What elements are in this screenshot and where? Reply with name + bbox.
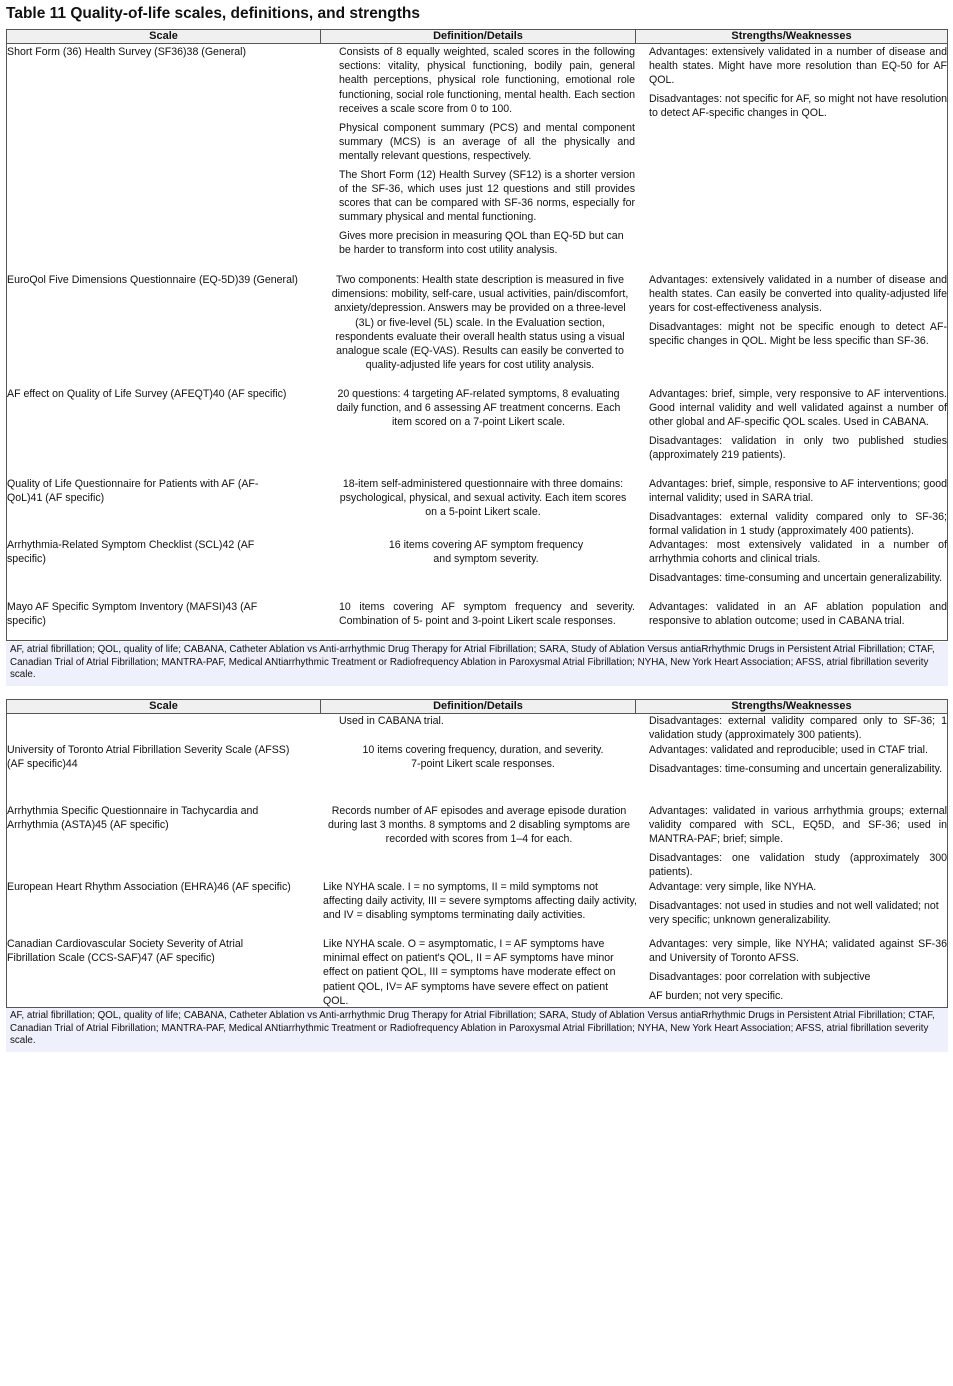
definition-text: Two components: Health state description is measured in five dimensions: mobility, self-care, usual activities, pain/discomfort, anxiety/depression. Answers may be provided on a three-level (3L) or five-level (5L) scale. In the Evaluation section, respondents evaluate their overall health status using a visual analogue scale (EQ-VAS). Results can easily be converted to quality-adjusted life years for cost utility analysis. <box>331 274 629 372</box>
definition-text: Like NYHA scale. O = asymptomatic, I = AF symptoms have minimal effect on patient's QOL, II = AF symptoms have minor effect on patient QOL, III = symptoms have moderate effect on patient QOL, IV= AF symptoms have severe effect on patient QOL. <box>323 938 616 1007</box>
definition-text: Records number of AF episodes and average episode duration during last 3 months. 8 symptoms and 2 disabling symptoms are recorded with scores from 1–4 for each. <box>327 805 631 846</box>
strengths-cell <box>649 273 947 349</box>
definition-cell <box>337 45 635 258</box>
strengths-text: Disadvantages: validation in only two published studies (approximately 219 patients). <box>649 435 947 462</box>
strengths-cell <box>649 937 947 1003</box>
definition-text: 20 questions: 4 targeting AF-related symptoms, 8 evaluating daily function, and 6 assessing AF treatment concerns. Each item scored on a 7-point Likert scale. <box>336 388 621 429</box>
table-footnote: AF, atrial fibrillation; QOL, quality of life; CABANA, Catheter Ablation vs Anti-arrhythmic Drug Therapy for Atrial Fibrillation; SARA, Study of Ablation Versus antiaRrhythmic Drugs in Persistent Atrial Fibrillation; CTAF, Canadian Trial of Atrial Fibrillation; MANTRA-PAF, Medical ANtiarrhythmic Treatment or Radiofrequency Ablation in Paroxysmal Atrial Fibrillation; NYHA, New York Heart Association; AFSS, atrial fibrillation severity scale. <box>6 642 948 686</box>
definition-text: Used in CABANA trial. <box>339 715 444 727</box>
strengths-text: Advantages: brief, simple, very responsive to AF interventions. Good internal validity and well validated against a number of other global and AF-specific QOL scales. Used in CABANA. <box>649 388 947 429</box>
definition-text: Like NYHA scale. I = no symptoms, II = mild symptoms not affecting daily activity, III = severe symptoms affecting daily activity, and IV = disabling symptoms terminating daily activities. <box>323 881 637 922</box>
strengths-text: Disadvantages: external validity compared only to SF-36; formal validation in 1 study (approximately 400 patients). <box>649 511 947 538</box>
strengths-text: Advantages: validated in an AF ablation population and responsive to ablation outcome; used in CABANA trial. <box>649 601 947 628</box>
strengths-text: Disadvantages: not used in studies and not well validated; not very specific; unknown generalizability. <box>649 899 939 926</box>
definition-cell <box>323 804 633 847</box>
strengths-text: Disadvantages: time-consuming and uncertain generalizability. <box>649 572 943 584</box>
scale-cell: Short Form (36) Health Survey (SF36)38 (General) <box>7 46 247 58</box>
strengths-text: Advantages: extensively validated in a number of disease and health states. Can easily be converted into quality-adjusted life years for cost-effectiveness analysis. <box>649 274 947 315</box>
definition-text: 16 items covering AF symptom frequency and symptom severity. <box>388 539 584 566</box>
strengths-cell <box>649 600 947 628</box>
scale-cell: Canadian Cardiovascular Society Severity of Atrial Fibrillation Scale (CCS-SAF)47 (AF specific) <box>7 938 244 965</box>
strengths-text: Disadvantages: external validity compared only to SF-36; 1 validation study (approximately 300 patients). <box>649 715 947 742</box>
strengths-text: Advantages: very simple, like NYHA; validated against SF-36 and University of Toronto AFSS. <box>649 938 947 965</box>
strengths-cell <box>649 804 947 880</box>
definition-text: The Short Form (12) Health Survey (SF12) is a shorter version of the SF-36, which uses just 12 questions and still provides scores that can be compared with SF-36 norms, especially for summary physical and mental functioning. <box>339 168 635 224</box>
strengths-text: Advantages: extensively validated in a number of disease and health states. Might have more resolution than EQ-50 for AF QOL. <box>649 46 947 87</box>
definition-text: 18-item self-administered questionnaire with three domains: psychological, physical, and sexual activity. Each item scores on a 5-point Likert scale. <box>339 478 627 519</box>
definition-cell <box>385 538 585 566</box>
strengths-text: Advantages: validated and reproducible; used in CTAF trial. <box>649 744 928 756</box>
scale-cell: Quality of Life Questionnaire for Patients with AF (AF-QoL)41 (AF specific) <box>7 478 259 505</box>
definition-cell <box>325 387 630 430</box>
definition-cell <box>357 743 607 771</box>
strengths-text: Advantages: validated in various arrhythmia groups; external validity compared with SCL, EQ5D, and SF-36; used in MANTRA-PAF; brief; simple. <box>649 805 947 846</box>
strengths-text: Advantage: very simple, like NYHA. <box>649 881 817 893</box>
strengths-text: Disadvantages: time-consuming and uncertain generalizability. <box>649 762 943 775</box>
scale-cell: Arrhythmia-Related Symptom Checklist (SCL)42 (AF specific) <box>7 539 255 566</box>
strengths-text: Disadvantages: poor correlation with subjective <box>649 971 871 983</box>
definition-cell <box>337 600 635 628</box>
strengths-cell <box>649 387 947 463</box>
definition-cell <box>321 937 626 1008</box>
definition-text: Consists of 8 equally weighted, scaled scores in the following sections: vitality, physical functioning, bodily pain, general health perceptions, physical role functioning, emotional role functioning, social role functioning, mental health. Each section receives a scale score from 0 to 100. <box>339 46 635 115</box>
definition-text: 10 items covering frequency, duration, and severity. 7-point Likert scale responses. <box>362 744 604 771</box>
header-definition: Definition/Details <box>320 30 635 43</box>
strengths-cell <box>649 45 947 121</box>
strengths-text: AF burden; not very specific. <box>649 989 784 1002</box>
strengths-cell <box>649 880 947 927</box>
quality-of-life-table-part-2 <box>6 699 948 1008</box>
header-strengths: Strengths/Weaknesses <box>635 700 947 713</box>
strengths-cell <box>649 714 947 742</box>
strengths-cell <box>649 538 947 585</box>
definition-cell <box>321 880 637 923</box>
header-definition: Definition/Details <box>320 700 635 713</box>
definition-cell <box>337 714 635 728</box>
definition-text: Physical component summary (PCS) and mental component summary (MCS) is an average of all the physically and mentally relevant questions, respectively. <box>339 121 635 163</box>
table-header <box>7 700 947 714</box>
scale-cell: AF effect on Quality of Life Survey (AFEQT)40 (AF specific) <box>7 388 287 400</box>
strengths-text: Disadvantages: one validation study (approximately 300 patients). <box>649 852 947 879</box>
strengths-text: Advantages: most extensively validated in a number of arrhythmia cohorts and clinical trials. <box>649 539 947 566</box>
strengths-cell <box>649 477 947 538</box>
table-title: Table 11 Quality-of-life scales, definitions, and strengths <box>6 5 420 22</box>
strengths-text: Advantages: brief, simple, responsive to AF interventions; good internal validity; used in SARA trial. <box>649 478 947 505</box>
table-footnote: AF, atrial fibrillation; QOL, quality of life; CABANA, Catheter Ablation vs Anti-arrhythmic Drug Therapy for Atrial Fibrillation; SARA, Study of Ablation Versus antiaRrhythmic Drugs in Persistent Atrial Fibrillation; CTAF, Canadian Trial of Atrial Fibrillation; MANTRA-PAF, Medical ANtiarrhythmic Treatment or Radiofrequency Ablation in Paroxysmal Atrial Fibrillation; NYHA, New York Heart Association; AFSS, atrial fibrillation severity scale. <box>6 1008 948 1052</box>
strengths-text: Disadvantages: not specific for AF, so might not have resolution to detect AF-specific changes in QOL. <box>649 93 947 120</box>
definition-cell <box>337 477 627 520</box>
strengths-text: Disadvantages: might not be specific enough to detect AF-specific changes in QOL. Might be less specific than SF-36. <box>649 321 947 348</box>
scale-cell: EuroQol Five Dimensions Questionnaire (EQ-5D)39 (General) <box>7 274 298 286</box>
definition-text: Gives more precision in measuring QOL than EQ-5D but can be harder to transform into cost utility analysis. <box>339 230 624 257</box>
quality-of-life-table-part-1 <box>6 29 948 641</box>
definition-text: 10 items covering AF symptom frequency and severity. Combination of 5- point and 3-point Likert scale responses. <box>339 601 635 628</box>
header-scale: Scale <box>149 30 178 42</box>
header-strengths: Strengths/Weaknesses <box>635 30 947 43</box>
definition-cell <box>329 273 629 372</box>
scale-cell: European Heart Rhythm Association (EHRA)46 (AF specific) <box>7 881 291 893</box>
scale-cell: University of Toronto Atrial Fibrillation Severity Scale (AFSS) (AF specific)44 <box>7 744 290 771</box>
strengths-cell <box>649 743 947 776</box>
scale-cell: Arrhythmia Specific Questionnaire in Tachycardia and Arrhythmia (ASTA)45 (AF specific) <box>7 805 259 832</box>
header-scale: Scale <box>149 700 178 712</box>
scale-cell: Mayo AF Specific Symptom Inventory (MAFSI)43 (AF specific) <box>7 601 258 628</box>
table-header <box>7 30 947 44</box>
